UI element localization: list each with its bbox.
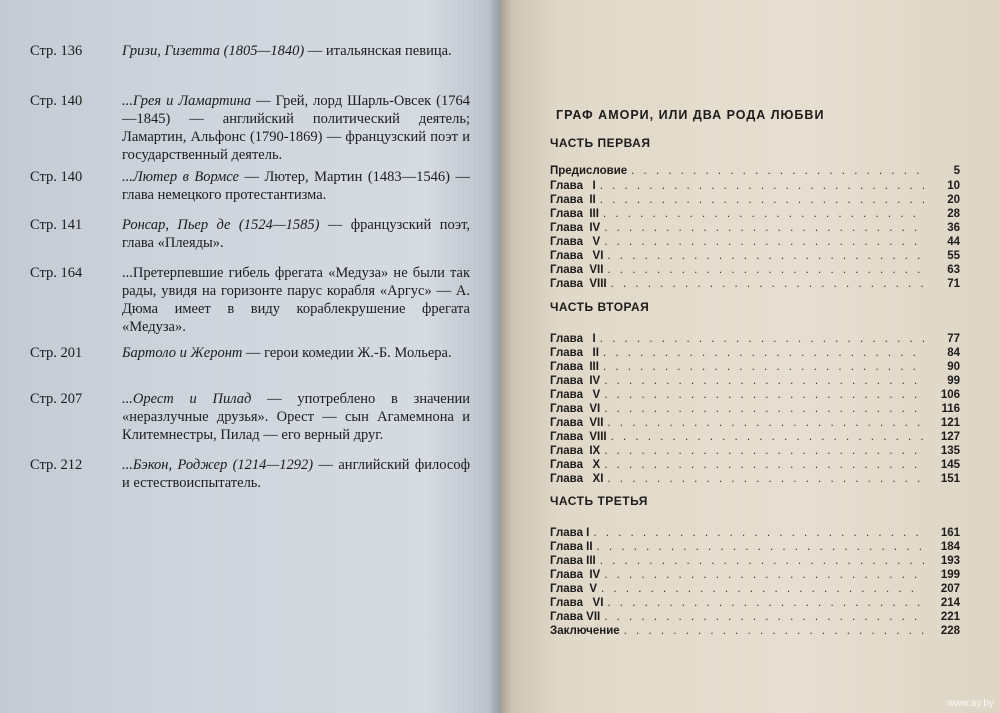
part-title: ЧАСТЬ ТРЕТЬЯ	[550, 494, 648, 508]
note-ref: Стр. 141	[30, 217, 83, 233]
note-text: — французский поэт, глава «Плеяды».	[122, 217, 470, 251]
toc-entry-label: Глава III	[550, 555, 596, 567]
note-item	[30, 456, 470, 492]
toc-leader	[600, 332, 924, 346]
toc-leader	[607, 416, 924, 430]
toc-leader	[600, 193, 924, 207]
toc-row	[550, 430, 960, 444]
toc-leader	[607, 472, 924, 486]
toc-entry-label: Глава VI	[550, 597, 604, 609]
toc-row	[550, 360, 960, 374]
toc-leader	[597, 540, 924, 554]
toc-row	[550, 582, 960, 596]
toc-page-number: 207	[940, 583, 960, 595]
toc-page-number: 221	[940, 611, 960, 623]
toc-leader	[611, 430, 924, 444]
toc-row	[550, 402, 960, 416]
note-item	[30, 390, 470, 444]
toc-entry-label: Глава VI	[550, 250, 604, 262]
toc-entry-label: Глава IV	[550, 222, 601, 234]
toc-entry-label: Глава IV	[550, 569, 601, 581]
book-gutter	[488, 0, 512, 713]
toc-entry-label: Глава I	[550, 180, 596, 192]
toc-row	[550, 444, 960, 458]
toc-row	[550, 179, 960, 193]
toc-entry-label: Глава I	[550, 333, 596, 345]
toc-page-number: 44	[947, 236, 960, 248]
toc-entry-label: Глава V	[550, 389, 601, 401]
toc-row	[550, 540, 960, 554]
toc-row	[550, 277, 960, 291]
toc-entry-label: Глава II	[550, 541, 593, 553]
toc-leader	[603, 360, 924, 374]
toc-leader	[624, 624, 924, 638]
toc-row	[550, 568, 960, 582]
toc-entry-label: Глава II	[550, 194, 596, 206]
toc-row	[550, 346, 960, 360]
note-term: ...Лютер в Вормсе	[122, 169, 239, 185]
note-item	[30, 344, 470, 362]
toc-row	[550, 416, 960, 430]
toc-page-number: 199	[940, 569, 960, 581]
note-ref: Стр. 140	[30, 169, 83, 185]
toc-page-number: 145	[940, 459, 960, 471]
toc-row	[550, 263, 960, 277]
toc-entry-label: Глава IX	[550, 445, 601, 457]
toc-row	[550, 207, 960, 221]
note-term: ...Орест и Пилад	[122, 391, 252, 407]
note-text: — употреблено в значении «неразлучные друзья». Орест — сын Агамемнона и Клитемнестры, Пилад — его верный друг.	[122, 391, 470, 443]
toc-leader	[604, 568, 924, 582]
toc-entry-label: Глава VII	[550, 417, 604, 429]
toc-entry-label: Глава I	[550, 527, 590, 539]
toc-page-number: 10	[947, 180, 960, 192]
toc-row	[550, 164, 960, 178]
toc-row	[550, 596, 960, 610]
toc-page-number: 55	[947, 250, 960, 262]
toc-page-number: 77	[947, 333, 960, 345]
toc-entry-label: Глава VIII	[550, 431, 607, 443]
toc-leader	[593, 526, 924, 540]
toc-row	[550, 388, 960, 402]
toc-entry-label: Глава VIII	[550, 278, 607, 290]
toc-page-number: 84	[947, 347, 960, 359]
toc-leader	[604, 458, 924, 472]
note-ref: Стр. 140	[30, 93, 83, 109]
toc-leader	[604, 235, 924, 249]
note-term: Гризи, Гизетта (1805—1840)	[122, 43, 305, 59]
toc-row	[550, 610, 960, 624]
toc-row	[550, 526, 960, 540]
note-term: ...Грея и Ламартина	[122, 93, 252, 109]
toc-row	[550, 624, 960, 638]
note-ref: Стр. 207	[30, 391, 83, 407]
toc-leader	[603, 346, 924, 360]
toc-page-number: 71	[947, 278, 960, 290]
note-item	[30, 42, 470, 60]
note-term: Ронсар, Пьер де (1524—1585)	[122, 217, 320, 233]
toc-page-number: 99	[947, 375, 960, 387]
note-item	[30, 216, 470, 252]
toc-entry-label: Глава XI	[550, 473, 604, 485]
toc-page-number: 214	[940, 597, 960, 609]
note-item	[30, 264, 470, 336]
toc-page-number: 151	[940, 473, 960, 485]
toc-leader	[611, 277, 924, 291]
note-text: — Лютер, Мартин (1483—1546) — глава немецкого протестантизма.	[122, 169, 470, 203]
toc-row	[550, 249, 960, 263]
toc-entry-label: Заключение	[550, 625, 620, 637]
note-text: — Грей, лорд Шарль-Овсек (1764—1845) — английский политический деятель; Ламартин, Альфонс (1790-1869) — французский поэт и государственный деятель.	[122, 93, 470, 163]
toc-entry-label: Предисловие	[550, 165, 628, 177]
toc-page-number: 193	[940, 555, 960, 567]
note-item	[30, 92, 470, 164]
note-ref: Стр. 201	[30, 345, 83, 361]
toc-page-number: 228	[940, 625, 960, 637]
toc-page-number: 116	[941, 403, 960, 415]
toc-entry-label: Глава III	[550, 208, 599, 220]
toc-page-number: 36	[947, 222, 960, 234]
toc-leader	[603, 207, 924, 221]
note-ref: Стр. 136	[30, 43, 83, 59]
toc-leader	[604, 402, 924, 416]
toc-row	[550, 458, 960, 472]
part-title: ЧАСТЬ ПЕРВАЯ	[550, 136, 651, 150]
toc-entry-label: Глава III	[550, 361, 599, 373]
toc-leader	[604, 610, 924, 624]
toc-row	[550, 221, 960, 235]
toc-page-number: 161	[940, 527, 960, 539]
toc-entry-label: Глава VII	[550, 264, 604, 276]
toc-row	[550, 235, 960, 249]
note-ref: Стр. 212	[30, 457, 83, 473]
note-term: Бартоло и Жеронт	[122, 345, 243, 361]
toc-row	[550, 554, 960, 568]
toc-row	[550, 332, 960, 346]
toc-entry-label: Глава IV	[550, 375, 601, 387]
toc-leader	[604, 444, 924, 458]
note-item	[30, 168, 470, 204]
toc-leader	[604, 388, 924, 402]
toc-leader	[604, 374, 924, 388]
toc-leader	[607, 263, 924, 277]
toc-page-number: 135	[940, 445, 960, 457]
toc-entry-label: Глава VI	[550, 403, 601, 415]
toc-row	[550, 472, 960, 486]
toc-page-number: 127	[940, 431, 960, 443]
book-title: ГРАФ АМОРИ, ИЛИ ДВА РОДА ЛЮБВИ	[556, 108, 825, 122]
note-term: ...Бэкон, Роджер (1214—1292)	[122, 457, 314, 473]
toc-page-number: 106	[940, 389, 960, 401]
toc-row	[550, 193, 960, 207]
note-text: — итальянская певица.	[304, 43, 452, 59]
toc-page-number: 63	[947, 264, 960, 276]
toc-entry-label: Глава II	[550, 347, 599, 359]
toc-page-number: 5	[953, 165, 960, 177]
note-text: — английский философ и естествоиспытатель.	[122, 457, 470, 491]
toc-entry-label: Глава VII	[550, 611, 601, 623]
toc-page-number: 121	[940, 417, 960, 429]
note-text: ...Претерпевшие гибель фрегата «Медуза» не были так рады, увидя на горизонте парус корабля «Аргус» — А. Дюма имеет в виду кораблекрушение фрегата «Медуза».	[122, 265, 470, 335]
toc-page-number: 90	[947, 361, 960, 373]
toc-entry-label: Глава X	[550, 459, 601, 471]
watermark: www.ay.by	[946, 698, 994, 709]
toc-leader	[607, 249, 924, 263]
toc-leader	[607, 596, 924, 610]
part-title: ЧАСТЬ ВТОРАЯ	[550, 300, 650, 314]
toc-page-number: 20	[947, 194, 960, 206]
toc-entry-label: Глава V	[550, 236, 601, 248]
note-text: — герои комедии Ж.-Б. Мольера.	[242, 345, 452, 361]
toc-leader	[631, 164, 924, 178]
toc-leader	[600, 554, 924, 568]
toc-page-number: 28	[947, 208, 960, 220]
toc-leader	[604, 221, 924, 235]
toc-row	[550, 374, 960, 388]
toc-page-number: 184	[940, 541, 960, 553]
toc-leader	[600, 179, 924, 193]
toc-leader	[601, 582, 924, 596]
toc-entry-label: Глава V	[550, 583, 598, 595]
note-ref: Стр. 164	[30, 265, 83, 281]
